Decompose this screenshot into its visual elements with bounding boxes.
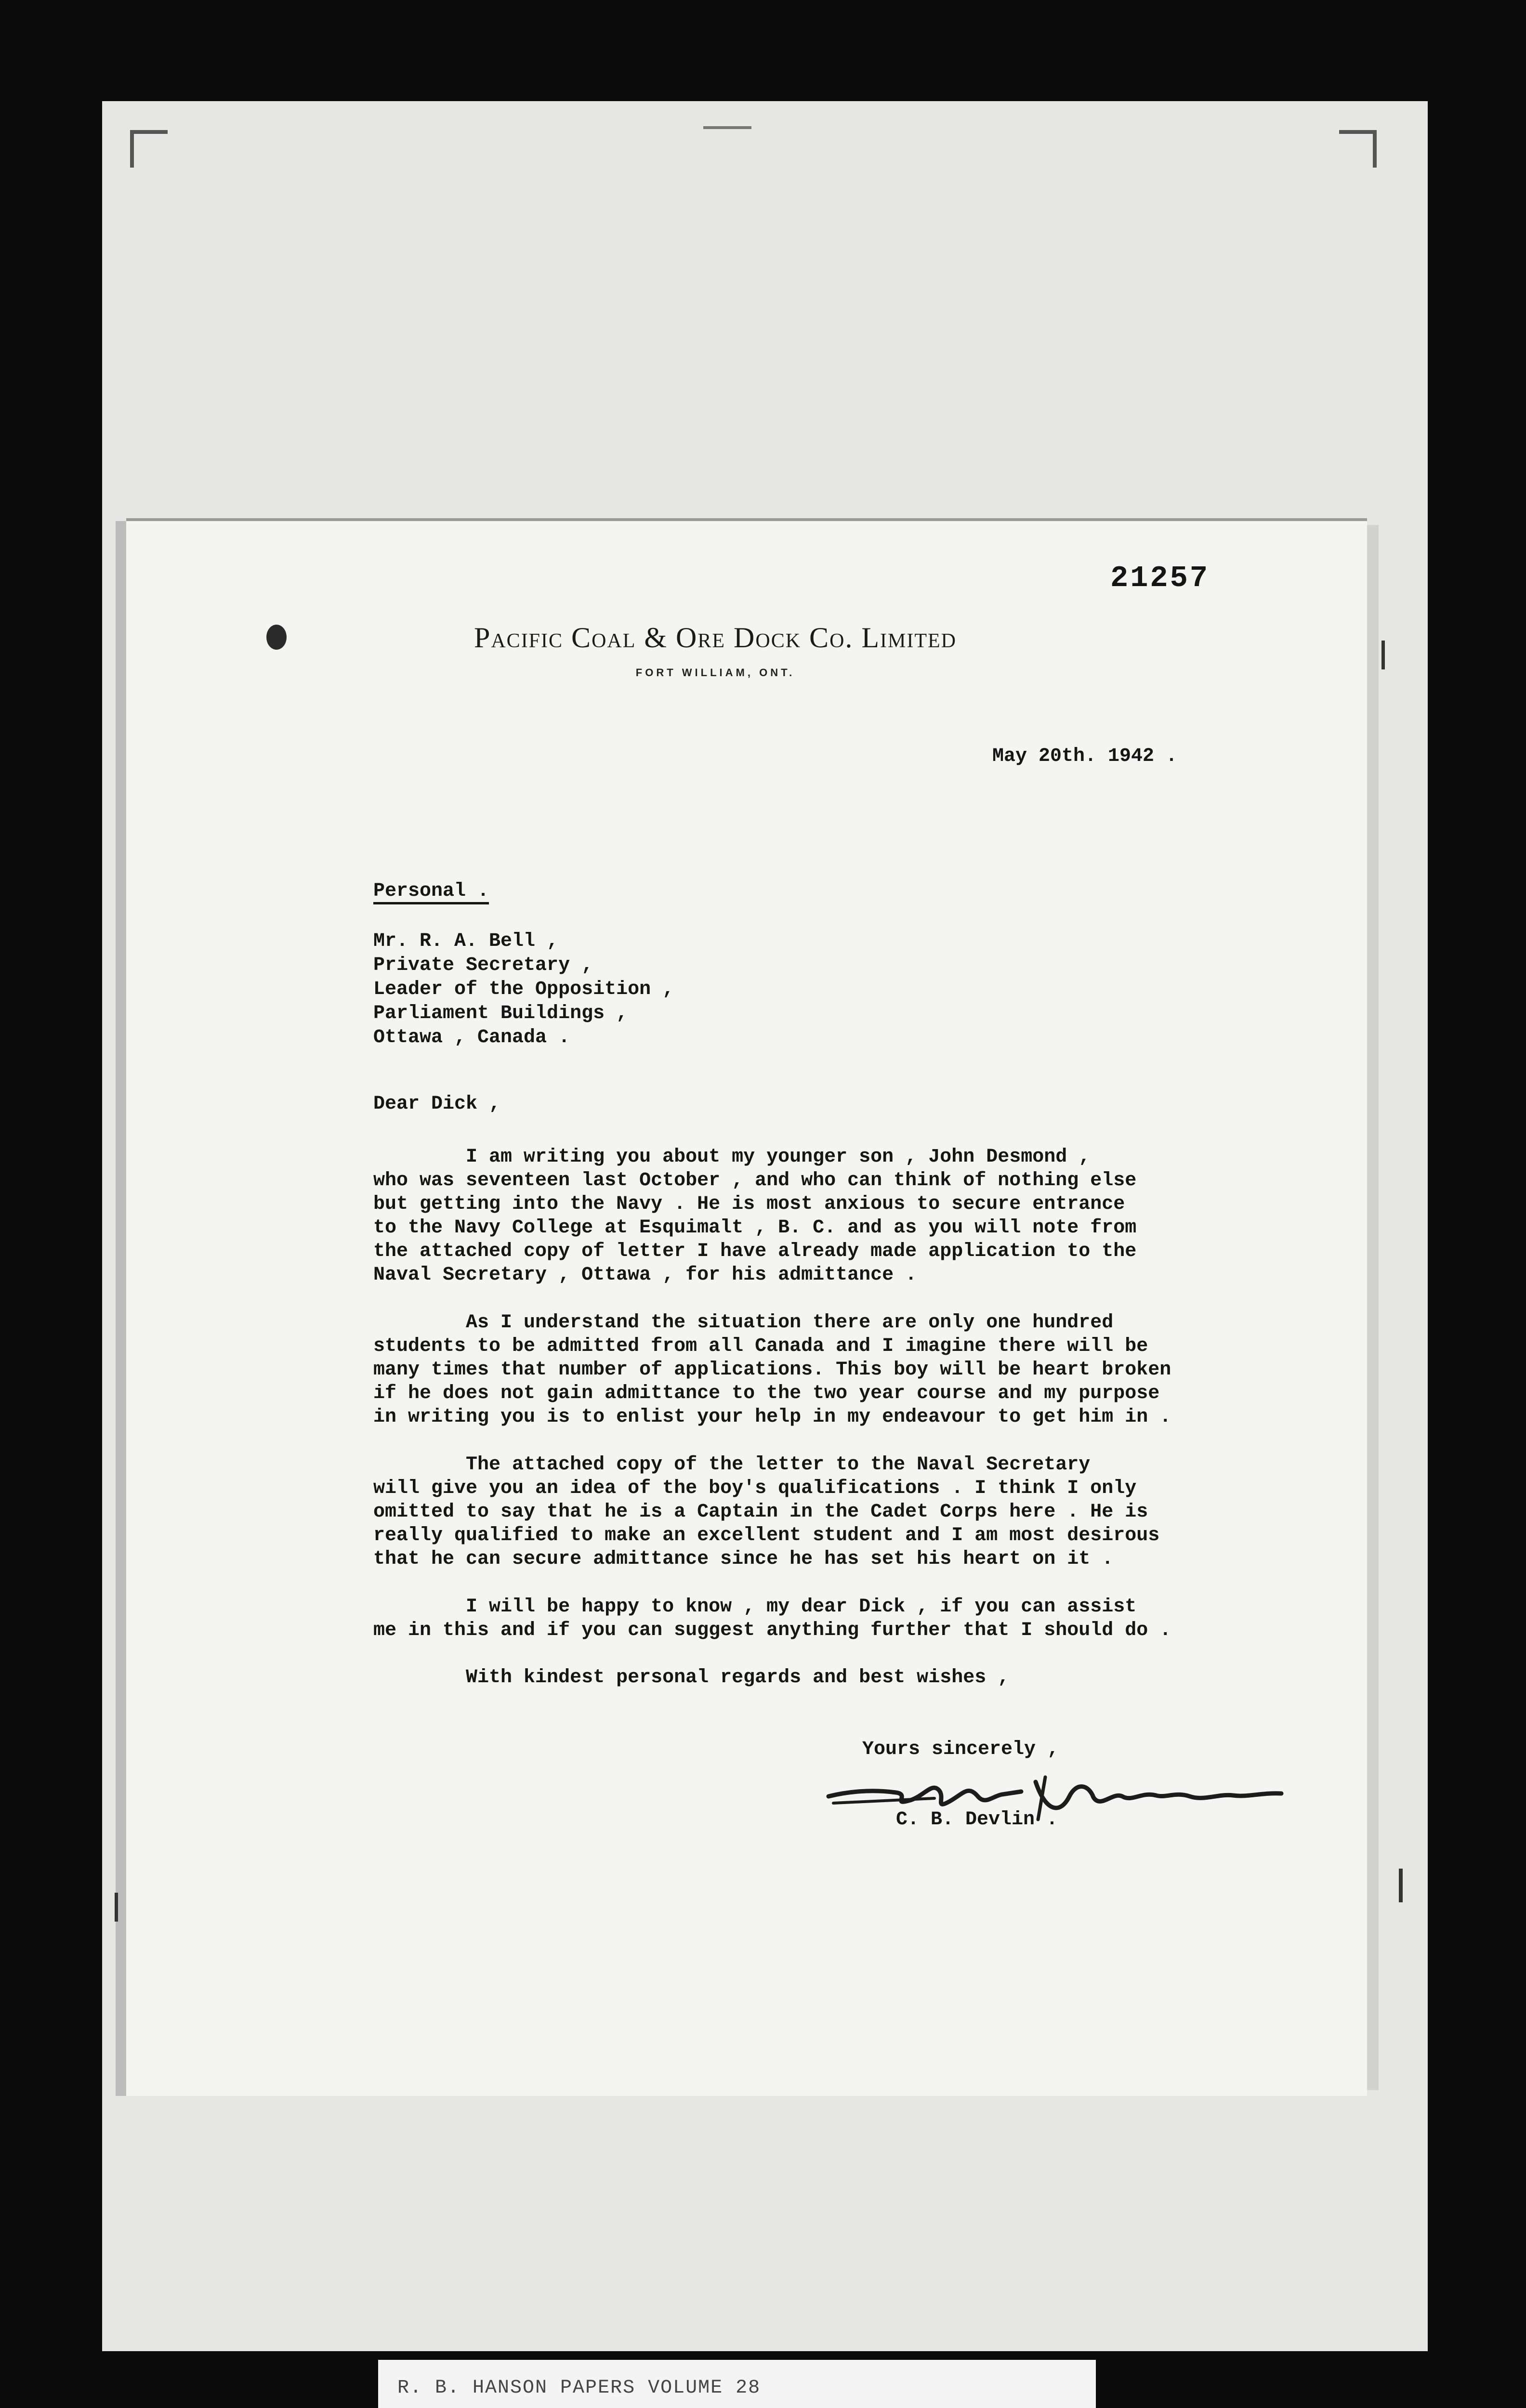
address-line: Private Secretary , [373, 955, 593, 976]
letter-sheet-edge [1367, 525, 1379, 2090]
address-line: Ottawa , Canada . [373, 1027, 570, 1048]
signer-name: C. B. Devlin . [896, 1809, 1058, 1831]
text-line: The attached copy of the letter to the Naval Secretary [373, 1454, 1091, 1476]
text-line: that he can secure admittance since he has set his heart on it . [373, 1548, 1114, 1570]
paragraph [373, 1595, 1221, 1642]
corner-mark-top-right [1339, 130, 1377, 168]
text-line: really qualified to make an excellent student and I am most desirous [373, 1525, 1160, 1546]
letterhead-company: Pacific Coal & Ore Dock Co. Limited [474, 622, 957, 654]
document-number: 21257 [1110, 561, 1210, 595]
punch-hole [266, 625, 287, 650]
text-line: but getting into the Navy . He is most anxious to secure entrance [373, 1193, 1125, 1215]
text-line: With kindest personal regards and best wishes , [373, 1667, 1010, 1688]
paragraph [373, 1666, 1221, 1689]
address-line: Leader of the Opposition , [373, 979, 674, 1000]
edge-mark [115, 1893, 118, 1922]
salutation: Dear Dick , [373, 1093, 501, 1115]
letterhead-location: FORT WILLIAM, ONT. [635, 667, 795, 679]
letter-date: May 20th. 1942 . [992, 746, 1178, 767]
text-line: Naval Secretary , Ottawa , for his admittance . [373, 1264, 917, 1286]
address-line: Mr. R. A. Bell , [373, 930, 559, 952]
text-line: omitted to say that he is a Captain in the Cadet Corps here . He is [373, 1501, 1148, 1523]
text-line: if he does not gain admittance to the two year course and my purpose [373, 1383, 1160, 1404]
paragraph [373, 1145, 1221, 1287]
text-line: who was seventeen last October , and who can think of nothing else [373, 1170, 1137, 1191]
paragraph [373, 1453, 1221, 1571]
personal-marking [373, 880, 489, 902]
text-line: students to be admitted from all Canada and I imagine there will be [373, 1335, 1148, 1357]
text-line: will give you an idea of the boy's qualifications . I think I only [373, 1478, 1137, 1499]
closing: Yours sincerely , [862, 1739, 1059, 1760]
text-line: the attached copy of letter I have already made application to the [373, 1241, 1137, 1262]
paragraph [373, 1311, 1221, 1429]
text-line: to the Navy College at Esquimalt , B. C. and as you will note from [373, 1217, 1137, 1239]
personal-marking-text: Personal . [373, 880, 489, 904]
text-line: me in this and if you can suggest anything further that I should do . [373, 1620, 1171, 1641]
text-line: in writing you is to enlist your help in my endeavour to get him in . [373, 1406, 1171, 1428]
top-tick-mark [703, 126, 751, 129]
archive-volume-label: R. B. HANSON PAPERS VOLUME 28 [397, 2377, 761, 2399]
text-line: I will be happy to know , my dear Dick , if you can assist [373, 1596, 1137, 1618]
letter-sheet [126, 521, 1367, 2096]
text-line: I am writing you about my younger son , John Desmond , [373, 1146, 1091, 1168]
address-line: Parliament Buildings , [373, 1003, 628, 1024]
recipient-address [373, 929, 674, 1050]
archive-volume-tag [378, 2360, 1096, 2408]
edge-mark [1381, 641, 1385, 669]
text-line: As I understand the situation there are only one hundred [373, 1312, 1114, 1334]
text-line: many times that number of applications. This boy will be heart broken [373, 1359, 1171, 1381]
edge-mark [1399, 1869, 1403, 1902]
corner-mark-top-left [130, 130, 168, 168]
